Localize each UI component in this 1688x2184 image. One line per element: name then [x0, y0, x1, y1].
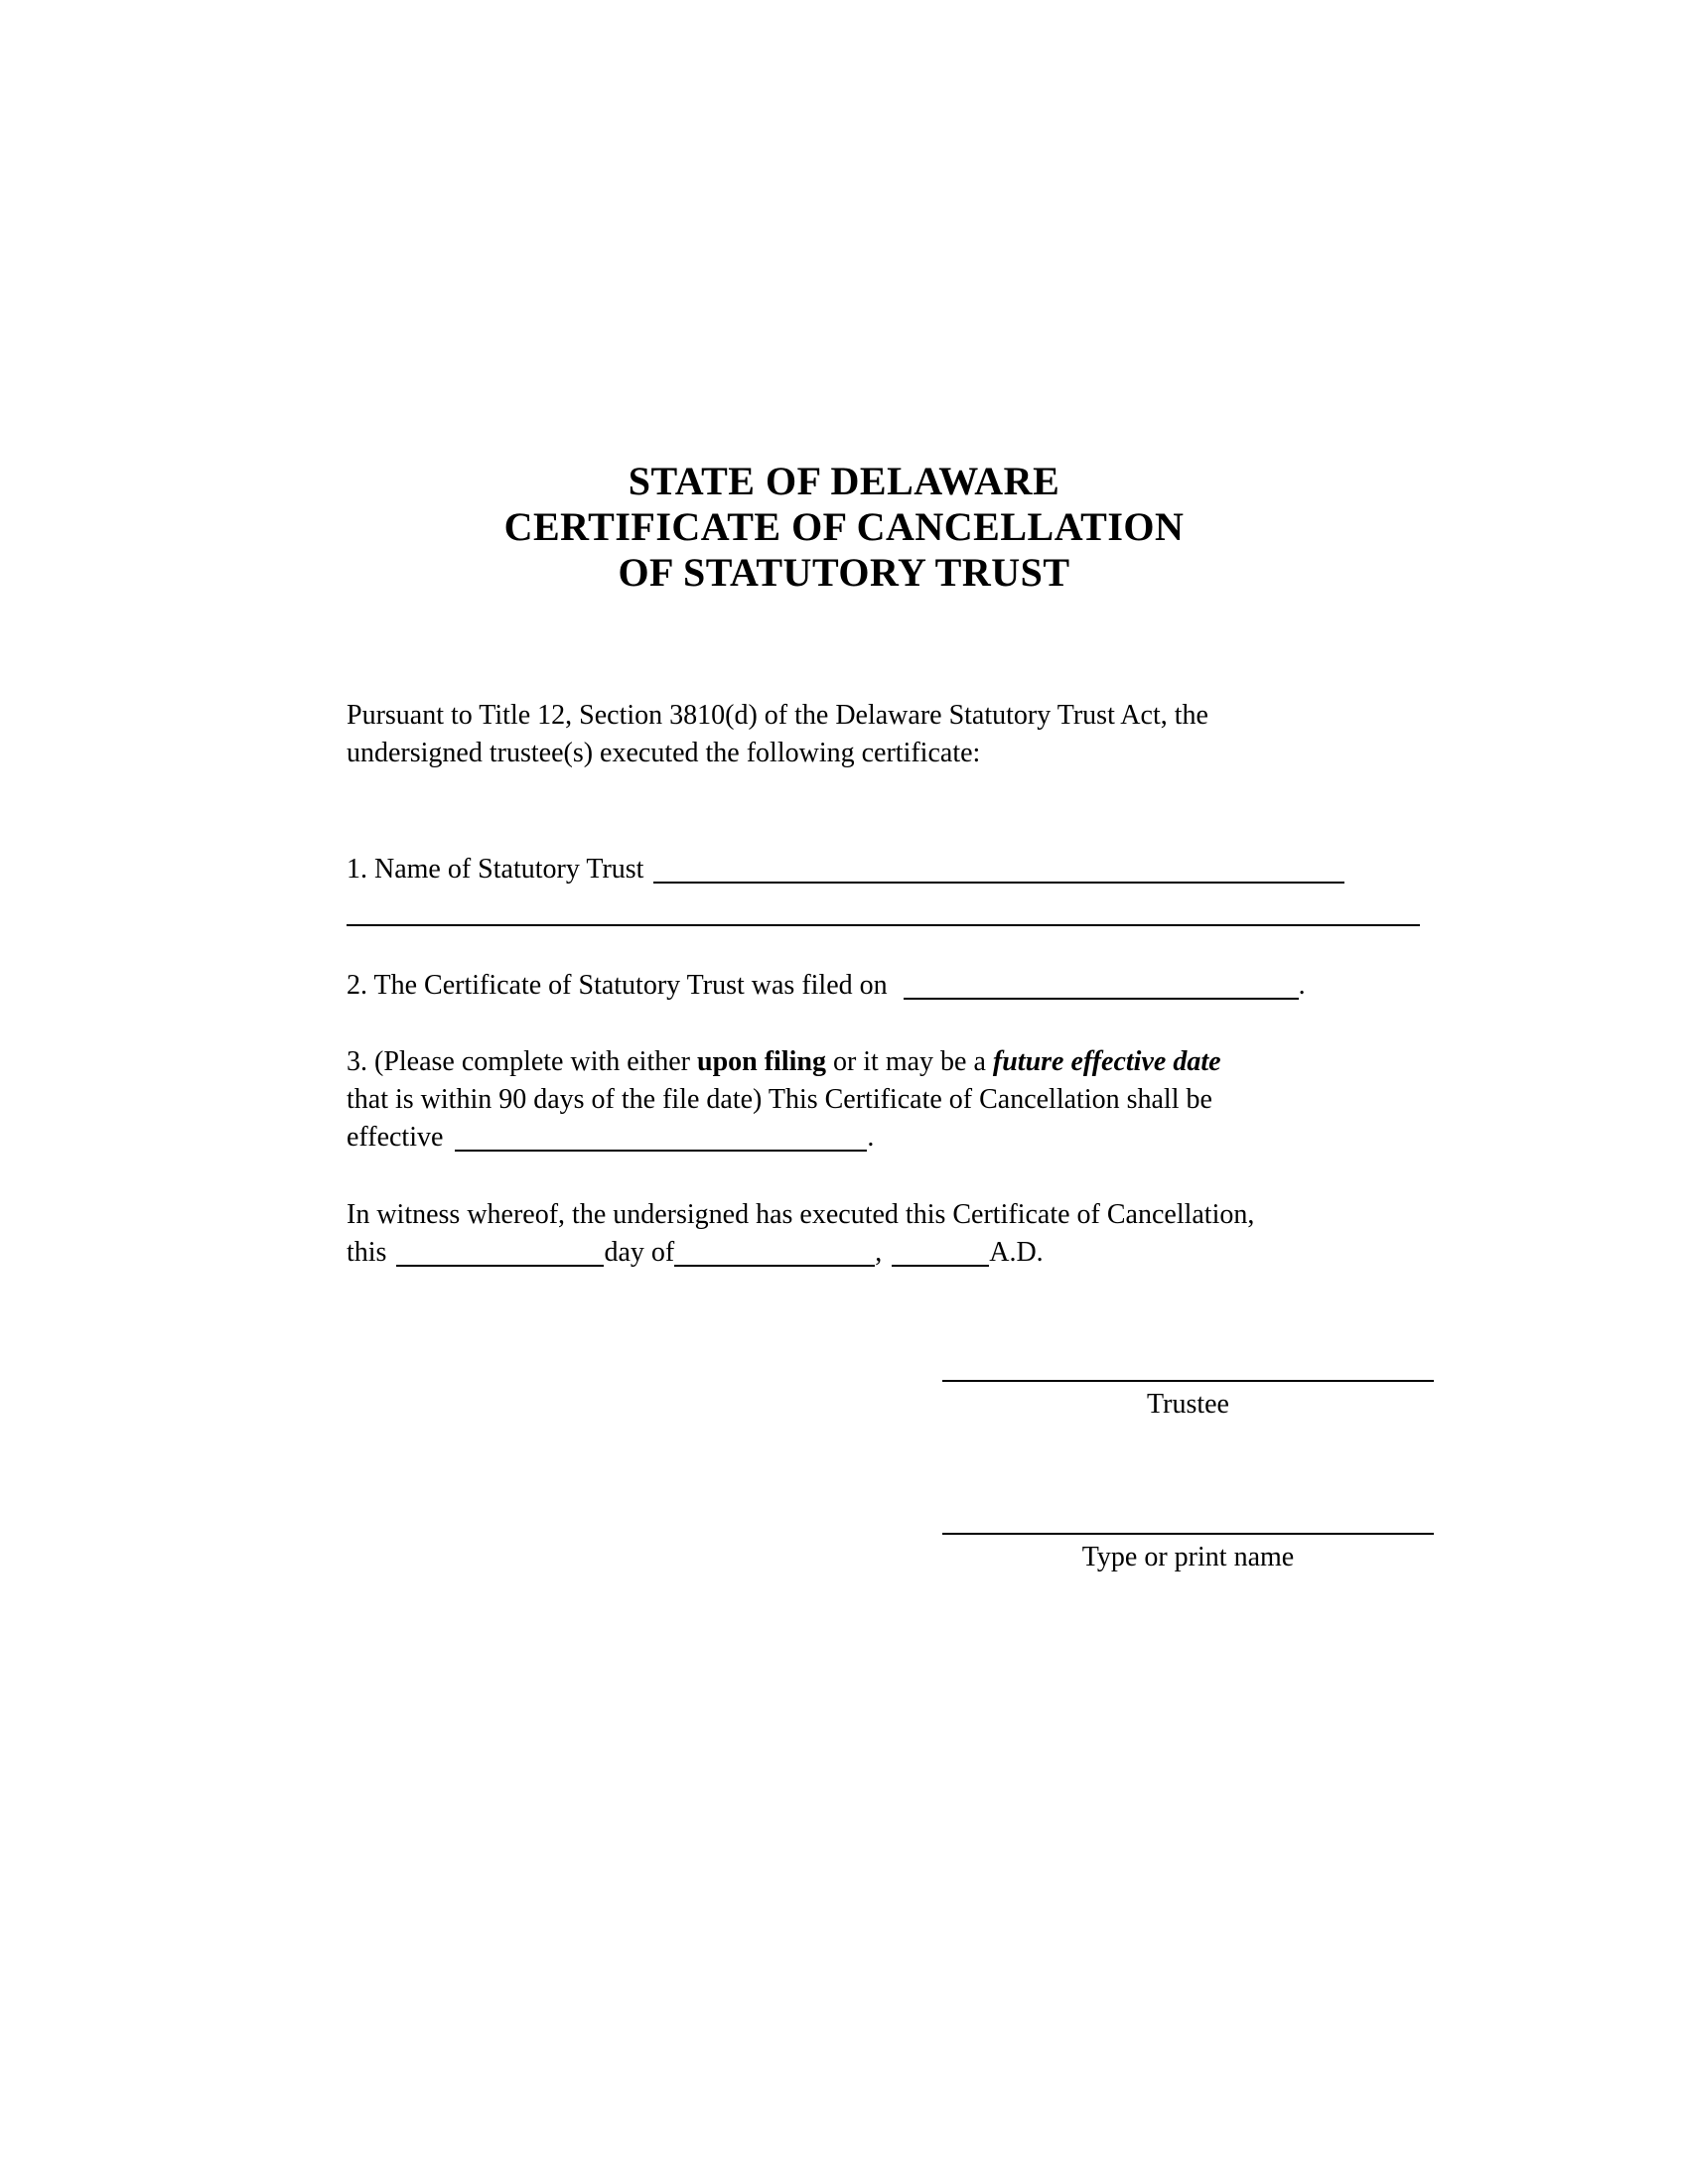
item-3-effective	[347, 1043, 1449, 1157]
trust-name-blank-line-1[interactable]	[653, 854, 1344, 884]
item-1-trust-name	[347, 851, 1449, 888]
witness-this-label: this	[347, 1237, 387, 1268]
item-3-text-1: 3. (Please complete with either	[347, 1046, 697, 1077]
trust-name-label: 1. Name of Statutory Trust	[347, 854, 644, 885]
item-3-line-1	[347, 1043, 1449, 1081]
witness-ad-label: A.D.	[989, 1237, 1044, 1268]
trustee-signature-block	[942, 1380, 1434, 1420]
title-line-2: CERTIFICATE OF CANCELLATION	[503, 504, 1185, 549]
intro-line-1: Pursuant to Title 12, Section 3810(d) of the Delaware Statutory Trust Act, the	[347, 700, 1208, 731]
item-3-line-3	[347, 1119, 1449, 1157]
witness-year-blank[interactable]	[892, 1237, 989, 1267]
witness-month-blank[interactable]	[674, 1237, 875, 1267]
filed-on-date-blank[interactable]	[904, 970, 1299, 1000]
future-effective-date-bold-italic-text: future effective date	[992, 1046, 1221, 1077]
title-line-3: OF STATUTORY TRUST	[618, 550, 1070, 595]
item-3-line-2: that is within 90 days of the file date) This Certificate of Cancellation shall be	[347, 1084, 1212, 1115]
upon-filing-bold-text: upon filing	[697, 1046, 826, 1077]
witness-paragraph	[347, 1196, 1449, 1272]
trust-name-blank-line-2[interactable]	[347, 924, 1420, 926]
trustee-label: Trustee	[1147, 1389, 1229, 1420]
effective-date-blank[interactable]	[455, 1122, 867, 1152]
witness-line-1: In witness whereof, the undersigned has executed this Certificate of Cancellation,	[347, 1199, 1255, 1230]
effective-label: effective	[347, 1122, 444, 1153]
title-line-1: STATE OF DELAWARE	[628, 459, 1060, 503]
item-3-text-2: or it may be a	[825, 1046, 993, 1077]
witness-day-blank[interactable]	[396, 1237, 604, 1267]
print-name-block	[942, 1533, 1434, 1572]
type-or-print-name-label: Type or print name	[1081, 1542, 1295, 1572]
witness-line-2	[347, 1234, 1449, 1272]
trustee-signature-line[interactable]	[942, 1380, 1434, 1382]
filed-on-period: .	[1298, 970, 1306, 1001]
effective-period: .	[867, 1122, 875, 1153]
witness-day-of-label: day of	[604, 1237, 675, 1268]
filed-on-label: 2. The Certificate of Statutory Trust was filed on	[347, 970, 888, 1001]
intro-paragraph	[347, 697, 1449, 772]
intro-line-2: undersigned trustee(s) executed the following certificate:	[347, 738, 981, 768]
item-2-filed-on	[347, 967, 1449, 1005]
witness-comma: ,	[875, 1237, 883, 1268]
print-name-line[interactable]	[942, 1533, 1434, 1535]
document-title	[0, 459, 1688, 596]
